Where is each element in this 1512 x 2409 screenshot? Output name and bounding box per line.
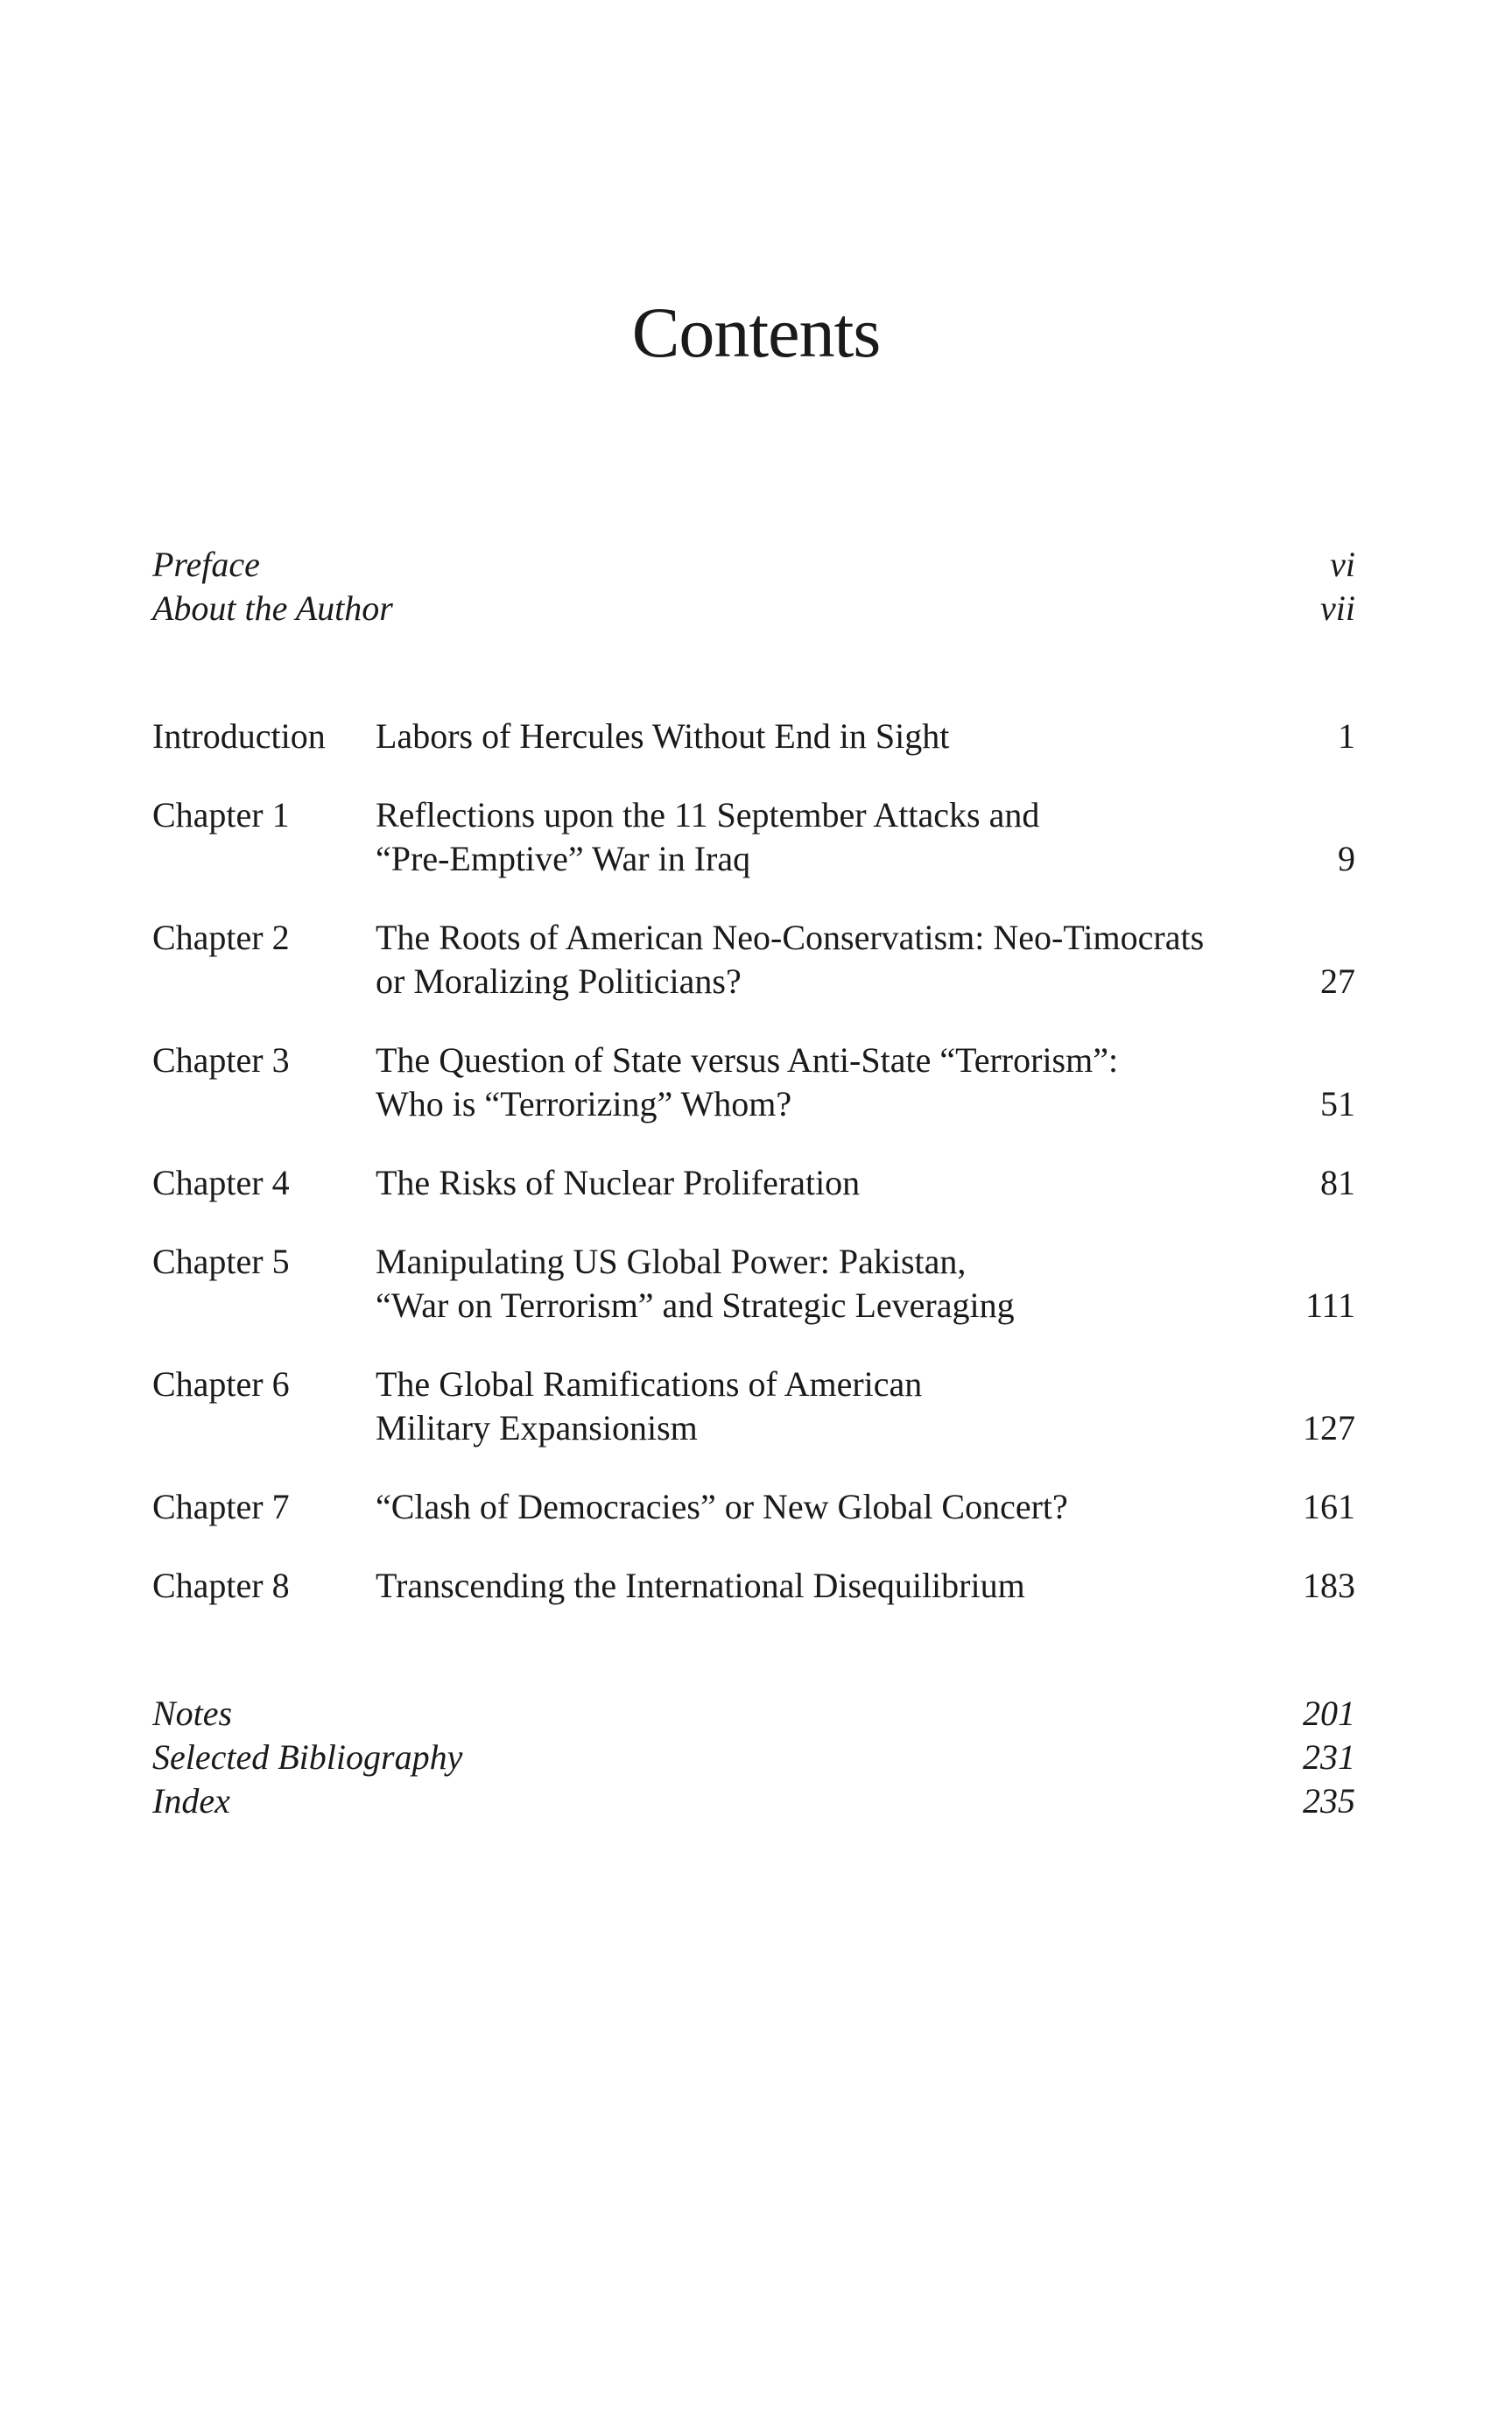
chapter-page: 9 — [1338, 839, 1355, 878]
chapter-title-line: “War on Terrorism” and Strategic Leveraging — [376, 1286, 1015, 1325]
page-title: Contents — [631, 292, 881, 372]
chapter-list — [152, 715, 1355, 1643]
entry-page: 201 — [1303, 1694, 1355, 1733]
chapter-title-line: The Roots of American Neo-Conservatism: Neo-Timocrats — [376, 918, 1205, 957]
toc-entry-chapter-7[interactable] — [152, 1485, 1355, 1529]
chapter-page: 1 — [1338, 716, 1355, 756]
chapter-label: Introduction — [152, 716, 326, 756]
toc-entry-about-author[interactable] — [152, 587, 1355, 630]
toc-entry-introduction[interactable] — [152, 715, 1355, 758]
toc-entry-chapter-5[interactable] — [152, 1240, 1355, 1328]
toc-entry-chapter-3[interactable] — [152, 1039, 1355, 1126]
toc-entry-preface[interactable] — [152, 543, 1355, 587]
entry-page: 231 — [1303, 1737, 1355, 1777]
chapter-page: 51 — [1320, 1084, 1355, 1123]
chapter-title-line: Transcending the International Disequilibrium — [376, 1566, 1025, 1605]
toc-entry-chapter-6[interactable] — [152, 1363, 1355, 1450]
chapter-page: 161 — [1303, 1487, 1355, 1526]
entry-label: Notes — [152, 1694, 233, 1733]
chapter-label: Chapter 2 — [152, 918, 290, 957]
toc-entry-index[interactable] — [152, 1779, 1355, 1823]
chapter-title-line: Reflections upon the 11 September Attacks and — [376, 795, 1040, 835]
toc-entry-notes[interactable] — [152, 1692, 1355, 1736]
entry-page: vii — [1320, 588, 1355, 628]
chapter-label: Chapter 1 — [152, 795, 290, 835]
chapter-title-line: The Risks of Nuclear Proliferation — [376, 1163, 861, 1202]
chapter-label: Chapter 4 — [152, 1163, 290, 1202]
chapter-label: Chapter 6 — [152, 1364, 290, 1404]
toc-entry-chapter-4[interactable] — [152, 1161, 1355, 1205]
chapter-title-line: Military Expansionism — [376, 1408, 698, 1448]
chapter-page: 111 — [1305, 1286, 1355, 1325]
chapter-page: 27 — [1320, 961, 1355, 1001]
entry-page: vi — [1330, 545, 1355, 584]
chapter-title-line: “Clash of Democracies” or New Global Concert? — [376, 1487, 1068, 1526]
toc-entry-chapter-2[interactable] — [152, 916, 1355, 1004]
entry-label: Selected Bibliography — [152, 1737, 463, 1777]
front-matter-list — [152, 543, 1355, 630]
entry-label: About the Author — [152, 588, 393, 628]
chapter-title-line: Who is “Terrorizing” Whom? — [376, 1084, 792, 1123]
entry-label: Preface — [152, 545, 260, 584]
chapter-label: Chapter 7 — [152, 1487, 290, 1526]
toc-entry-chapter-8[interactable] — [152, 1564, 1355, 1608]
chapter-title-line: Labors of Hercules Without End in Sight — [376, 716, 950, 756]
toc-entry-chapter-1[interactable] — [152, 793, 1355, 881]
entry-label: Index — [152, 1781, 230, 1821]
chapter-page: 81 — [1320, 1163, 1355, 1202]
entry-page: 235 — [1303, 1781, 1355, 1821]
chapter-title-line: Manipulating US Global Power: Pakistan, — [376, 1242, 967, 1281]
chapter-label: Chapter 8 — [152, 1566, 290, 1605]
back-matter-list — [152, 1692, 1355, 1823]
chapter-page: 183 — [1303, 1566, 1355, 1605]
chapter-title-line: “Pre-Emptive” War in Iraq — [376, 839, 751, 878]
toc-entry-bibliography[interactable] — [152, 1736, 1355, 1779]
chapter-page: 127 — [1303, 1408, 1355, 1448]
chapter-label: Chapter 5 — [152, 1242, 290, 1281]
chapter-title-line: The Global Ramifications of American — [376, 1364, 923, 1404]
chapter-title-line: The Question of State versus Anti-State “Terrorism”: — [376, 1040, 1119, 1080]
chapter-label: Chapter 3 — [152, 1040, 290, 1080]
chapter-title-line: or Moralizing Politicians? — [376, 961, 742, 1001]
